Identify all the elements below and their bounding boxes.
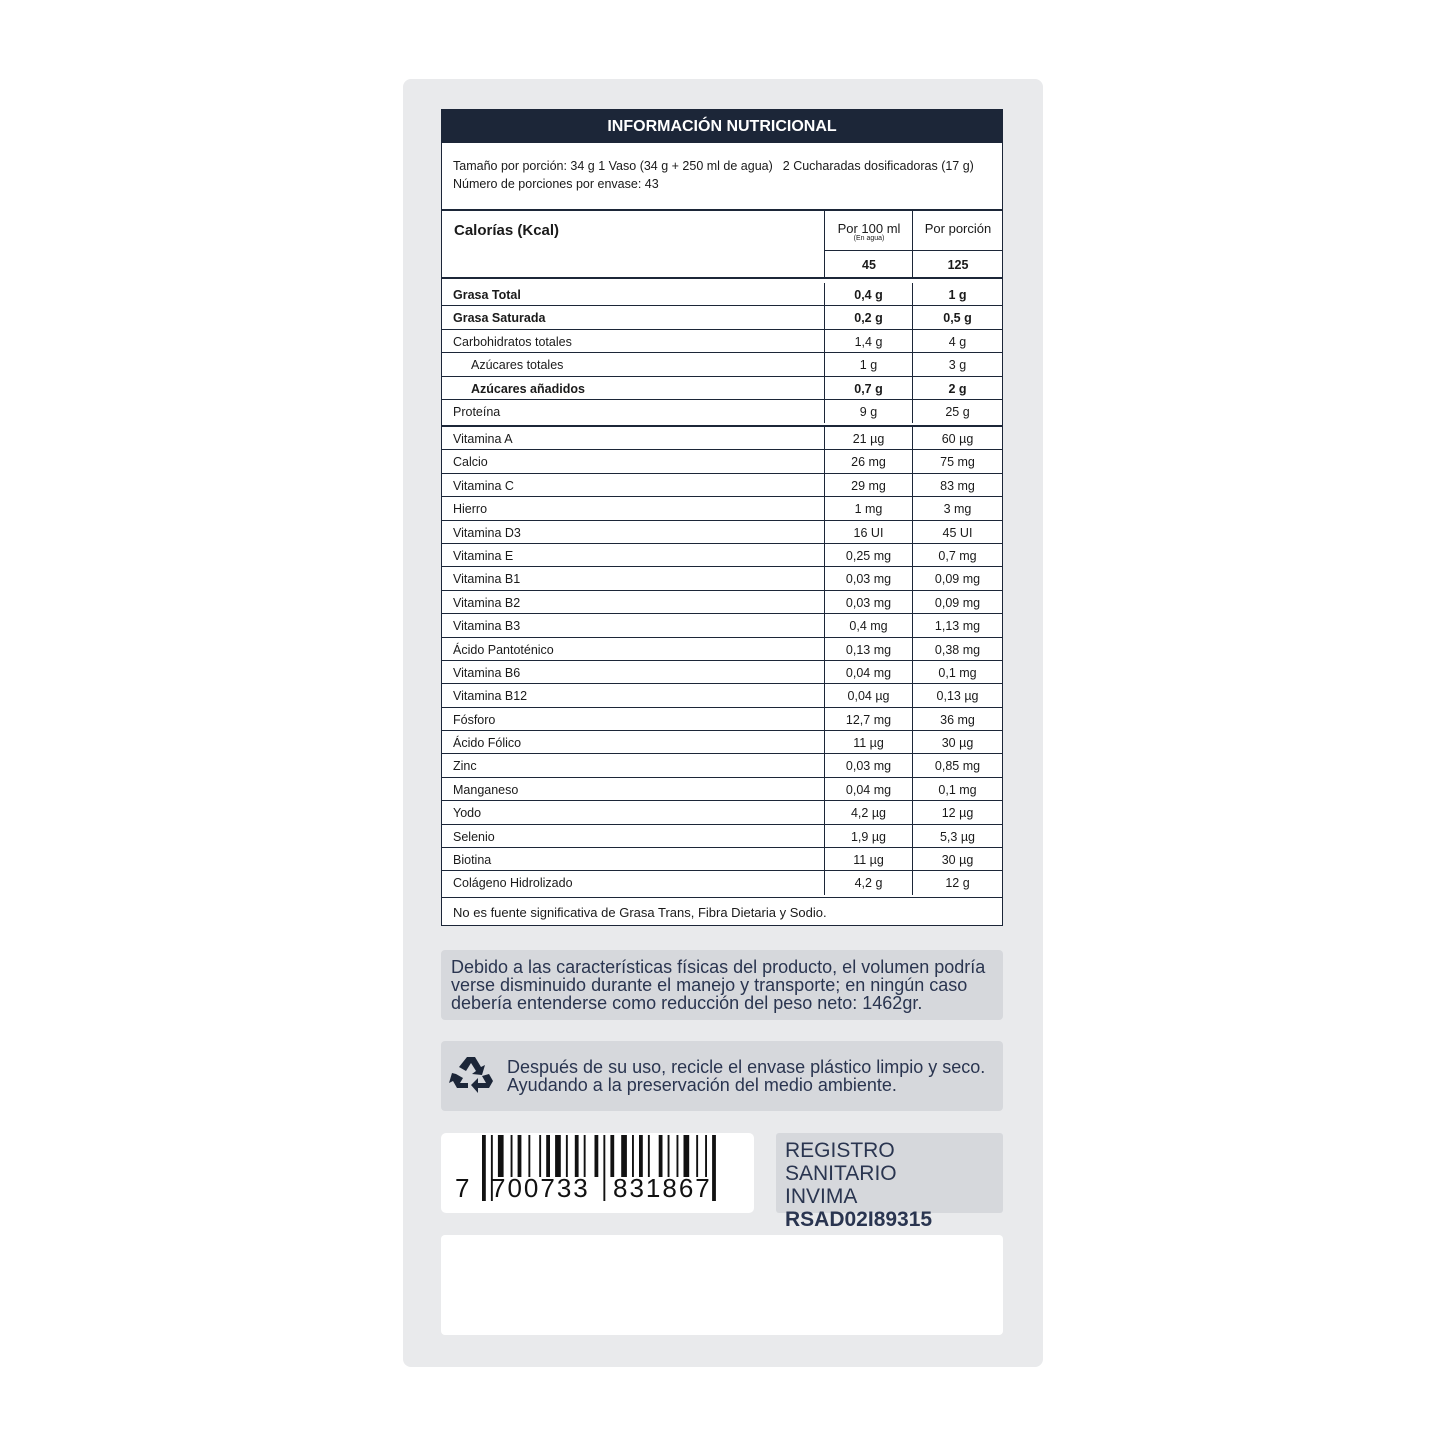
barcode-bar (648, 1135, 650, 1177)
nutrient-row (442, 353, 1002, 376)
barcode-bar (518, 1135, 522, 1177)
calories-label: Calorías (Kcal) (454, 222, 560, 239)
barcode-bar (621, 1135, 627, 1177)
nutrient-row (442, 400, 1002, 423)
value-per-portion: 1 g (912, 283, 1002, 305)
value-per-portion: 0,7 mg (912, 544, 1002, 566)
servings-per-container: Número de porciones por envase: 43 (453, 176, 659, 191)
barcode-bar (575, 1135, 579, 1177)
barcode-bar (584, 1135, 586, 1177)
nutrient-row (442, 871, 1002, 894)
nutrient-name: Azúcares añadidos (471, 381, 585, 396)
value-per-portion: 30 µg (912, 848, 1002, 870)
value-per-100ml: 0,04 mg (824, 778, 912, 800)
barcode-bar (595, 1135, 599, 1177)
value-per-portion: 83 mg (912, 474, 1002, 496)
nutrient-row (442, 521, 1002, 544)
nutrient-name: Carbohidratos totales (453, 334, 572, 349)
value-per-100ml: 0,7 g (824, 377, 912, 399)
value-per-portion: 3 mg (912, 497, 1002, 519)
nutrient-name: Vitamina C (453, 478, 514, 493)
nutrient-name: Calcio (453, 455, 488, 470)
volume-disclaimer: Debido a las características físicas del producto, el volumen podría verse disminuido durante el manejo y transporte; en ningún caso debería entenderse como reducción del peso neto: 1462gr. (441, 950, 1003, 1020)
calories-per-portion: 125 (947, 258, 969, 272)
barcode-bar (632, 1135, 634, 1177)
nutrient-row (442, 450, 1002, 473)
value-per-portion: 0,13 µg (912, 684, 1002, 706)
value-per-100ml: 1,4 g (824, 330, 912, 352)
nutrient-name: Manganeso (453, 782, 519, 797)
value-per-portion: 30 µg (912, 731, 1002, 753)
nutrient-name: Vitamina A (453, 432, 513, 446)
value-per-portion: 12 g (912, 871, 1002, 894)
value-per-100ml: 0,4 mg (824, 614, 912, 636)
value-per-100ml: 11 µg (824, 848, 912, 870)
nutrient-row (442, 848, 1002, 871)
nutrient-row (442, 283, 1002, 306)
value-per-100ml: 0,03 mg (824, 754, 912, 776)
value-per-portion: 75 mg (912, 450, 1002, 472)
nutrient-row (442, 825, 1002, 848)
calories-per-100ml: 45 (862, 258, 876, 272)
col-portion-label: Por porción (924, 221, 992, 236)
nutrient-row (442, 497, 1002, 520)
nutrient-name: Yodo (453, 806, 482, 821)
value-per-portion: 1,13 mg (912, 614, 1002, 636)
column-per-portion (912, 211, 1003, 277)
value-per-portion: 4 g (912, 330, 1002, 352)
nutrient-name: Vitamina B12 (453, 689, 528, 704)
nutrient-name: Ácido Pantoténico (453, 642, 554, 657)
barcode-bar (603, 1135, 605, 1201)
value-per-100ml: 16 UI (824, 521, 912, 543)
value-per-portion: 0,5 g (912, 306, 1002, 328)
footnote-divider (442, 897, 1002, 898)
nutrient-name: Vitamina E (453, 548, 514, 563)
nutrient-row (442, 330, 1002, 353)
value-per-portion: 25 g (912, 400, 1002, 423)
serving-size: Tamaño por porción: 34 g 1 Vaso (34 g + 250 ml de agua) (453, 159, 773, 173)
value-per-100ml: 1,9 µg (824, 825, 912, 847)
value-per-100ml: 1 mg (824, 497, 912, 519)
nutrient-row (442, 567, 1002, 590)
nutrient-name: Vitamina B3 (453, 619, 521, 634)
value-per-portion: 0,38 mg (912, 638, 1002, 660)
nutrient-row (442, 708, 1002, 731)
nutrient-row (442, 544, 1002, 567)
barcode-first-digit: 7 (455, 1173, 470, 1203)
value-per-100ml: 0,04 µg (824, 684, 912, 706)
value-per-100ml: 12,7 mg (824, 708, 912, 730)
nutrient-row (442, 801, 1002, 824)
value-per-100ml: 0,03 mg (824, 591, 912, 613)
value-per-100ml: 1 g (824, 353, 912, 375)
value-per-100ml: 0,25 mg (824, 544, 912, 566)
recycle-icon (448, 1050, 498, 1100)
value-per-portion: 0,85 mg (912, 754, 1002, 776)
nutrient-name: Grasa Total (453, 288, 521, 302)
value-per-100ml: 11 µg (824, 731, 912, 753)
macronutrient-rows (442, 279, 1002, 427)
nutrient-row (442, 427, 1002, 450)
nutrient-row (442, 731, 1002, 754)
value-per-100ml: 0,13 mg (824, 638, 912, 660)
barcode-bar (539, 1135, 541, 1177)
value-per-portion: 0,09 mg (912, 591, 1002, 613)
value-per-100ml: 21 µg (824, 427, 912, 449)
nutrient-row (442, 377, 1002, 400)
nutrient-name: Biotina (453, 853, 492, 868)
value-per-portion: 60 µg (912, 427, 1002, 449)
barcode-bar (566, 1135, 568, 1177)
nutrient-name: Grasa Saturada (453, 311, 546, 326)
barcode-bar (668, 1135, 670, 1177)
barcode-bar (528, 1135, 530, 1177)
value-per-100ml: 29 mg (824, 474, 912, 496)
value-per-portion: 36 mg (912, 708, 1002, 730)
calories-header (442, 209, 1002, 279)
value-per-100ml: 0,2 g (824, 306, 912, 328)
barcode-graphic (451, 1135, 751, 1207)
recycle-notice: Después de su uso, recicle el envase plástico limpio y seco. Ayudando a la preservación del medio ambiente. (441, 1041, 1003, 1111)
nutrient-name: Vitamina B2 (453, 595, 521, 610)
nutrition-title: INFORMACIÓN NUTRICIONAL (442, 110, 1002, 143)
value-per-portion: 45 UI (912, 521, 1002, 543)
nutrient-name: Azúcares totales (471, 358, 564, 373)
nutrient-row (442, 306, 1002, 329)
nutrient-name: Colágeno Hidrolizado (453, 876, 573, 891)
barcode-bar (482, 1135, 486, 1201)
value-per-portion: 5,3 µg (912, 825, 1002, 847)
value-per-100ml: 4,2 g (824, 871, 912, 894)
blank-area (441, 1235, 1003, 1335)
micronutrient-rows (442, 427, 1002, 895)
value-per-portion: 3 g (912, 353, 1002, 375)
value-per-portion: 0,09 mg (912, 567, 1002, 589)
nutrient-row (442, 638, 1002, 661)
nutrient-row (442, 754, 1002, 777)
nutrient-row (442, 684, 1002, 707)
nutrient-row (442, 778, 1002, 801)
nutrition-facts-table (441, 109, 1003, 926)
sanitary-registration: REGISTRO SANITARIO INVIMA RSAD02I89315 (776, 1133, 1003, 1213)
barcode-bar (546, 1135, 550, 1177)
nutrient-name: Proteína (453, 404, 501, 419)
value-per-100ml: 4,2 µg (824, 801, 912, 823)
value-per-portion: 12 µg (912, 801, 1002, 823)
footnote: No es fuente significativa de Grasa Trans, Fibra Dietaria y Sodio. (453, 905, 827, 920)
barcode-bar (696, 1135, 698, 1177)
value-per-100ml: 0,04 mg (824, 661, 912, 683)
nutrient-row (442, 614, 1002, 637)
nutrient-row (442, 591, 1002, 614)
barcode-bar (498, 1135, 504, 1177)
barcode-bar (712, 1135, 716, 1201)
nutrient-row (442, 474, 1002, 497)
nutrient-name: Vitamina B1 (453, 572, 521, 587)
barcode-bar (555, 1135, 561, 1177)
barcode-bar (610, 1135, 614, 1177)
barcode-bar (705, 1135, 707, 1177)
barcode-bar (659, 1135, 663, 1177)
serving-info (442, 143, 1002, 210)
barcode-bar (639, 1135, 643, 1177)
col-100-sublabel: (En agua) (853, 235, 885, 242)
value-per-portion: 0,1 mg (912, 778, 1002, 800)
serving-alt: 2 Cucharadas dosificadoras (17 g) (782, 159, 974, 173)
barcode-group-1: 700733 (491, 1173, 590, 1203)
barcode (441, 1133, 754, 1213)
nutrient-name: Vitamina D3 (453, 525, 521, 540)
barcode-group-2: 831867 (613, 1173, 712, 1203)
nutrient-name: Hierro (453, 502, 488, 517)
nutrient-name: Fósforo (453, 712, 496, 727)
nutrient-name: Selenio (453, 829, 495, 844)
column-per-100ml (824, 211, 913, 277)
nutrient-name: Vitamina B6 (453, 665, 521, 680)
col-100-label: Por 100 ml (837, 221, 901, 236)
nutrient-name: Zinc (453, 759, 477, 774)
barcode-bar (511, 1135, 513, 1177)
value-per-portion: 0,1 mg (912, 661, 1002, 683)
registration-code: RSAD02I89315 (785, 1208, 933, 1231)
value-per-100ml: 9 g (824, 400, 912, 423)
nutrient-row (442, 661, 1002, 684)
nutrient-name: Ácido Fólico (453, 736, 522, 751)
value-per-100ml: 0,4 g (824, 283, 912, 305)
value-per-100ml: 0,03 mg (824, 567, 912, 589)
value-per-100ml: 26 mg (824, 450, 912, 472)
barcode-bar (684, 1135, 690, 1177)
value-per-portion: 2 g (912, 377, 1002, 399)
barcode-bar (677, 1135, 679, 1177)
